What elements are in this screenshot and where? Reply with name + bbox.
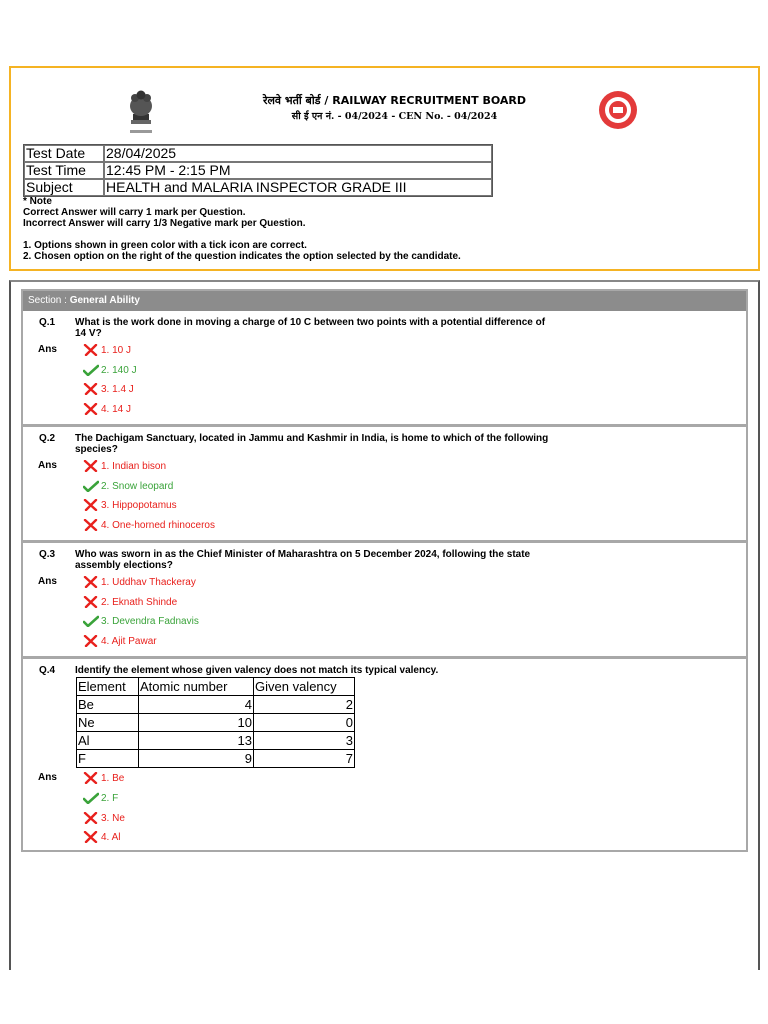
option-4: 4. Al (83, 831, 120, 843)
option-2: 2. F (83, 792, 118, 804)
column-header: Atomic number (139, 678, 254, 696)
ans-label: Ans (38, 576, 57, 587)
section-name: General Ability (69, 295, 140, 306)
cross-icon (83, 635, 99, 647)
section-general-ability (21, 289, 748, 852)
ans-label: Ans (38, 460, 57, 471)
cross-icon (83, 383, 99, 395)
cross-icon (83, 499, 99, 511)
question-number: Q.2 (39, 433, 56, 444)
marking-notes (23, 196, 461, 262)
cross-icon (83, 812, 99, 824)
table-cell: Ne (77, 714, 139, 732)
option-2: 2. 140 J (83, 364, 137, 376)
cross-icon (83, 772, 99, 784)
table-cell: 13 (139, 732, 254, 750)
column-header: Element (77, 678, 139, 696)
option-2: 2. Snow leopard (83, 480, 173, 492)
check-icon (83, 792, 99, 804)
table-header-row (77, 678, 355, 696)
test-info-table (23, 144, 493, 197)
table-cell: 0 (254, 714, 355, 732)
info-label: Test Date (24, 145, 104, 162)
cross-icon (83, 519, 99, 531)
question-4 (23, 659, 746, 850)
table-row (77, 732, 355, 750)
board-title: रेलवे भर्ती बोर्ड / RAILWAY RECRUITMENT BOARD (262, 94, 527, 107)
info-value: 12:45 PM - 2:15 PM (104, 162, 492, 179)
cross-icon (83, 460, 99, 472)
info-value: HEALTH and MALARIA INSPECTOR GRADE III (104, 179, 492, 196)
option-4: 4. One-horned rhinoceros (83, 519, 215, 531)
option-1: 1. Indian bison (83, 460, 166, 472)
note-point-1: 1. Options shown in green color with a tick icon are correct. (23, 240, 307, 251)
table-cell: Al (77, 732, 139, 750)
table-cell: 7 (254, 750, 355, 768)
ans-label: Ans (38, 772, 57, 783)
cross-icon (83, 831, 99, 843)
cross-icon (83, 576, 99, 588)
check-icon (83, 480, 99, 492)
option-3: 3. Devendra Fadnavis (83, 615, 199, 627)
note-incorrect: Incorrect Answer will carry 1/3 Negative mark per Question. (23, 218, 306, 229)
option-2: 2. Eknath Shinde (83, 596, 177, 608)
question-text: What is the work done in moving a charge of 10 C between two points with a potential difference of 14 V? (75, 317, 546, 339)
test-time-row (24, 162, 492, 179)
question-number: Q.1 (39, 317, 56, 328)
table-cell: 2 (254, 696, 355, 714)
table-row (77, 696, 355, 714)
column-header: Given valency (254, 678, 355, 696)
table-cell: 10 (139, 714, 254, 732)
option-1: 1. Be (83, 772, 124, 784)
note-point-2: 2. Chosen option on the right of the question indicates the option selected by the candidate. (23, 251, 461, 262)
table-cell: F (77, 750, 139, 768)
question-number: Q.4 (39, 665, 56, 676)
valency-table (76, 677, 355, 768)
cen-number: सी ई एन नं. - 04/2024 - CEN No. - 04/2024 (291, 111, 498, 122)
option-3: 3. Hippopotamus (83, 499, 177, 511)
option-4: 4. Ajit Pawar (83, 635, 157, 647)
info-label: Subject (24, 179, 104, 196)
check-icon (83, 615, 99, 627)
question-text: The Dachigam Sanctuary, located in Jammu and Kashmir in India, is home to which of the following species? (75, 433, 549, 455)
subject-row (24, 179, 492, 196)
note-correct: Correct Answer will carry 1 mark per Question. (23, 207, 246, 218)
table-row (77, 714, 355, 732)
rrb-logo-icon (595, 90, 641, 130)
cross-icon (83, 596, 99, 608)
question-1 (23, 311, 746, 427)
info-label: Test Time (24, 162, 104, 179)
option-3: 3. 1.4 J (83, 383, 134, 395)
test-date-row (24, 145, 492, 162)
question-2 (23, 427, 746, 543)
table-cell: Be (77, 696, 139, 714)
option-1: 1. 10 J (83, 344, 131, 356)
question-number: Q.3 (39, 549, 56, 560)
table-cell: 4 (139, 696, 254, 714)
ans-label: Ans (38, 344, 57, 355)
option-1: 1. Uddhav Thackeray (83, 576, 196, 588)
section-header: Section : General Ability (23, 291, 746, 311)
question-3 (23, 543, 746, 659)
option-4: 4. 14 J (83, 403, 131, 415)
table-row (77, 750, 355, 768)
option-3: 3. Ne (83, 812, 125, 824)
table-cell: 9 (139, 750, 254, 768)
question-text: Who was sworn in as the Chief Minister of Maharashtra on 5 December 2024, following the state assembly elections? (75, 549, 531, 571)
table-cell: 3 (254, 732, 355, 750)
check-icon (83, 364, 99, 376)
info-value: 28/04/2025 (104, 145, 492, 162)
question-text: Identify the element whose given valency does not match its typical valency. (75, 665, 439, 676)
cross-icon (83, 344, 99, 356)
exam-header (9, 66, 760, 271)
cross-icon (83, 403, 99, 415)
note-title: * Note (23, 196, 52, 207)
